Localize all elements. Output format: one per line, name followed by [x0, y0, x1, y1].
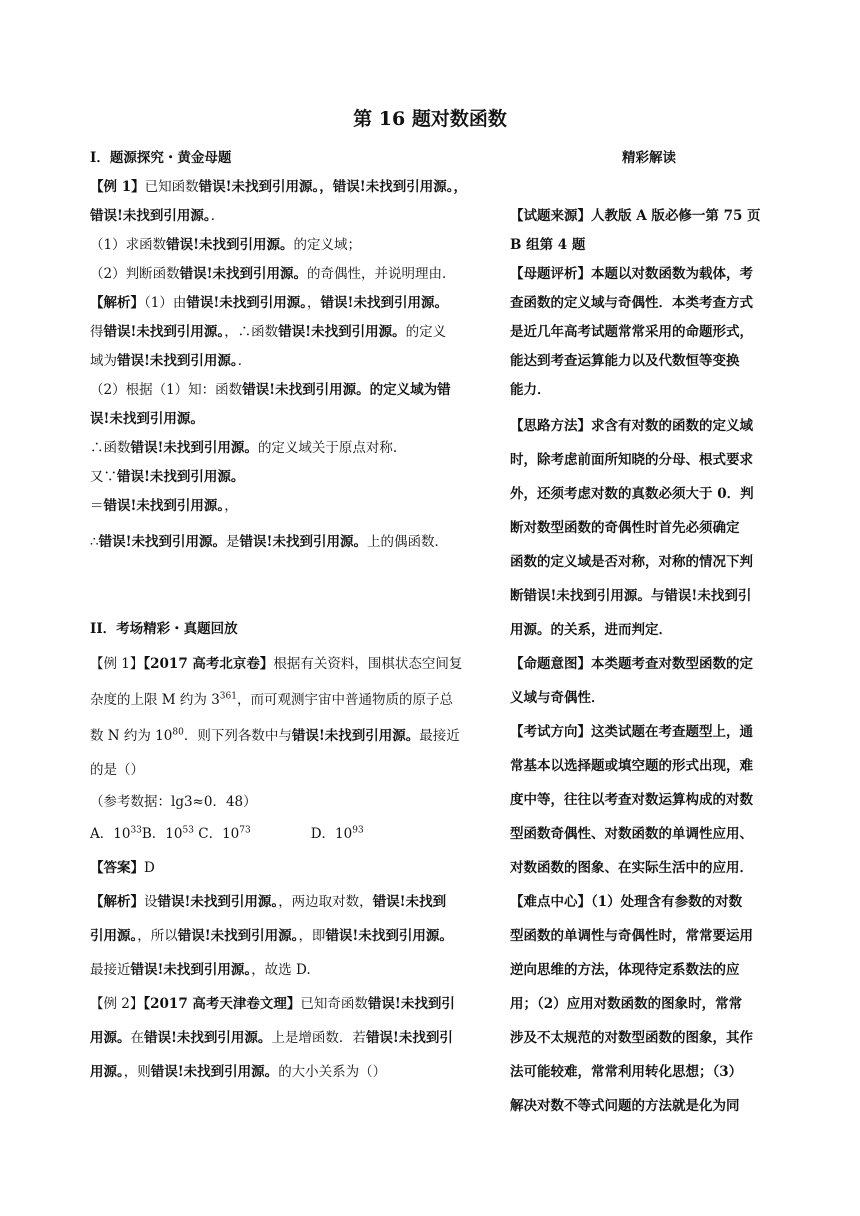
- real-1-line-3: 数 N 约为 $10^{80}$．则下列各数中与错误!未找到引用源。最接近: [90, 727, 460, 744]
- example-1-line-1: 【例 1】已知函数错误!未找到引用源。，错误!未找到引用源。，: [90, 179, 467, 195]
- example-1-line-2: 错误!未找到引用源。．: [90, 208, 225, 224]
- right-line-12: 函数的定义域是否对称，对称的情况下判: [510, 554, 753, 570]
- right-line-13: 断错误!未找到引用源。与错误!未找到引: [510, 588, 752, 604]
- real-1-line-2: 杂度的上限 M 约为 $3^{361}$，而可观测宇宙中普通物质的原子总: [90, 691, 453, 708]
- right-line-20: 型函数奇偶性、对数函数的单调性应用、: [510, 826, 753, 842]
- solution-line-9: ∴错误!未找到引用源。是错误!未找到引用源。上的偶函数．: [90, 534, 448, 550]
- right-line-8: 【思路方法】求含有对数的函数的定义域: [510, 418, 753, 434]
- right-line-17: 【考试方向】这类试题在考查题型上，通: [510, 724, 753, 740]
- reference-data: （参考数据：lg3≈0．48）: [90, 794, 257, 810]
- real-1-solution-1: 【解析】设错误!未找到引用源。，两边取对数，错误!未找到: [90, 894, 447, 910]
- real-1-solution-2: 引用源。，所以错误!未找到引用源。，即错误!未找到引用源。: [90, 928, 453, 944]
- question-2: （2）判断函数错误!未找到引用源。的奇偶性，并说明理由．: [90, 266, 456, 282]
- answer: 【答案】D: [90, 860, 155, 876]
- right-line-4: 查函数的定义域与奇偶性．本类考查方式: [510, 295, 753, 311]
- right-line-28: 解决对数不等式问题的方法就是化为同: [510, 1098, 740, 1114]
- real-1-line-1: 【例 1】【2017 高考北京卷】根据有关资料，围棋状态空间复: [90, 656, 463, 672]
- solution-line-4: （2）根据（1）知：函数错误!未找到引用源。的定义域为错: [90, 382, 451, 398]
- right-line-3: 【母题评析】本题以对数函数为载体，考: [510, 266, 753, 282]
- options: A．$10^{33}B$．$10^{53}$ C．$10^{73}$ D．$10^{93}$: [90, 825, 364, 842]
- right-line-10: 外，还须考虑对数的真数必须大于 0．判: [510, 486, 754, 502]
- right-line-11: 断对数型函数的奇偶性时首先必须确定: [510, 520, 740, 536]
- right-line-21: 对数函数的图象、在实际生活中的应用．: [510, 860, 753, 876]
- real-2-line-2: 用源。在错误!未找到引用源。上是增函数．若错误!未找到引: [90, 1030, 453, 1046]
- right-line-14: 用源。的关系，进而判定．: [510, 622, 672, 638]
- right-line-25: 用；（2）应用对数函数的图象时，常常: [510, 996, 743, 1012]
- right-line-23: 型函数的单调性与奇偶性时，常常要运用: [510, 928, 753, 944]
- right-line-22: 【难点中心】（1）处理含有参数的对数: [510, 894, 743, 910]
- right-line-7: 能力．: [510, 382, 551, 398]
- solution-line-3: 域为错误!未找到引用源。．: [90, 353, 252, 369]
- right-line-9: 时，除考虑前面所知晓的分母、根式要求: [510, 452, 753, 468]
- right-line-26: 涉及不太规范的对数型函数的图象，其作: [510, 1030, 753, 1046]
- right-line-2: B 组第 4 题: [510, 237, 586, 253]
- solution-line-1: 【解析】（1）由错误!未找到引用源。，错误!未找到引用源。: [90, 295, 448, 311]
- section-heading-2: II．考场精彩・真题回放: [90, 621, 238, 637]
- question-1: （1）求函数错误!未找到引用源。的定义域；: [90, 237, 362, 253]
- solution-line-2: 得错误!未找到引用源。，∴函数错误!未找到引用源。的定义: [90, 324, 447, 340]
- real-2-line-1: 【例 2】【2017 高考天津卷文理】已知奇函数错误!未找到引: [90, 996, 455, 1012]
- solution-line-8: ＝错误!未找到引用源。，: [90, 498, 238, 514]
- solution-line-7: 又∵错误!未找到引用源。: [90, 469, 245, 485]
- real-2-line-3: 用源。，则错误!未找到引用源。的大小关系为（）: [90, 1064, 387, 1080]
- page-title: 第 16 题对数函数: [353, 108, 507, 130]
- right-line-1: 【试题来源】人教版 A 版必修一第 75 页: [510, 208, 761, 224]
- right-heading: 精彩解读: [622, 150, 676, 166]
- real-1-line-4: 的是（）: [90, 762, 144, 778]
- section-heading-1: I．题源探究・黄金母题: [90, 150, 232, 166]
- right-line-19: 度中等，往往以考查对数运算构成的对数: [510, 792, 753, 808]
- solution-line-5: 误!未找到引用源。: [90, 411, 204, 427]
- right-line-27: 法可能较难，常常利用转化思想；（3）: [510, 1064, 743, 1080]
- right-line-16: 义域与奇偶性．: [510, 690, 605, 706]
- right-line-24: 逆向思维的方法，体现待定系数法的应: [510, 962, 740, 978]
- right-line-6: 能达到考查运算能力以及代数恒等变换: [510, 353, 740, 369]
- right-line-15: 【命题意图】本类题考查对数型函数的定: [510, 656, 753, 672]
- solution-line-6: ∴函数错误!未找到引用源。的定义域关于原点对称.: [90, 440, 398, 456]
- right-line-5: 是近几年高考试题常常采用的命题形式，: [510, 324, 753, 340]
- real-1-solution-3: 最接近错误!未找到引用源。，故选 D.: [90, 962, 311, 978]
- right-line-18: 常基本以选择题或填空题的形式出现，难: [510, 758, 753, 774]
